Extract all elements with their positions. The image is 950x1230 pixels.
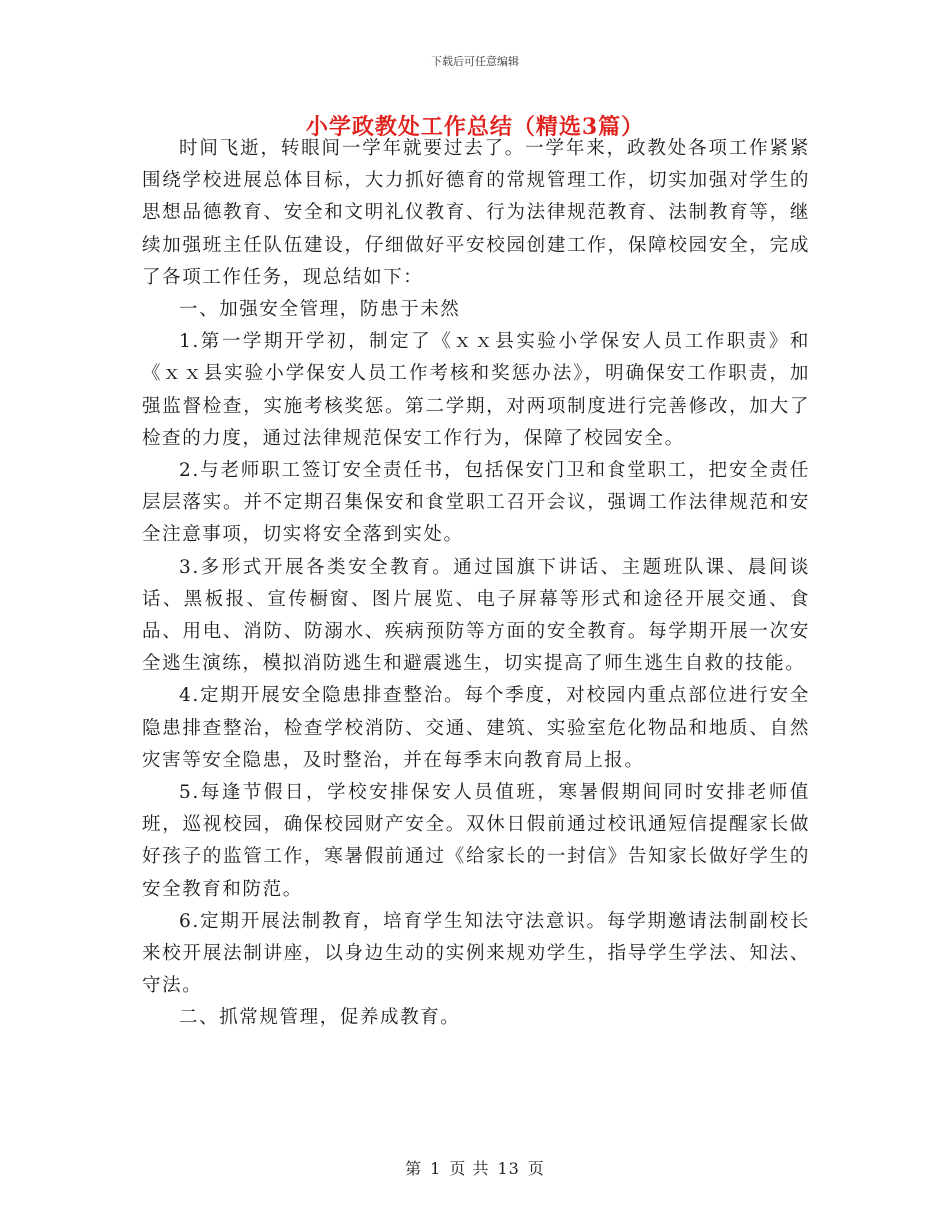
header-note: 下载后可任意编辑 bbox=[431, 55, 519, 68]
document-body bbox=[142, 133, 810, 1035]
footer-total-pages: 13 bbox=[497, 1159, 520, 1178]
section-heading-1: 一、加强安全管理，防患于未然 bbox=[179, 299, 461, 321]
footer-page-number: 1 bbox=[430, 1159, 442, 1178]
footer-prefix: 第 bbox=[405, 1159, 423, 1178]
footer-middle: 页 共 bbox=[449, 1159, 490, 1178]
paragraph-intro: 时间飞逝，转眼间一学年就要过去了。一学年来，政教处各项工作紧紧围绕学校进展总体目标，大力抓好德育的常规管理工作，切实加强对学生的思想品德教育、安全和文明礼仪教育、行为法律规范教育、法制教育等，继续加强班主任队伍建设，仔细做好平安校园创建工作，保障校园安全，完成了各项工作任务，现总结如下： bbox=[142, 138, 810, 288]
section-heading-2: 二、抓常规管理，促养成教育。 bbox=[179, 1007, 461, 1029]
paragraph-item-2: 2.与老师职工签订安全责任书，包括保安门卫和食堂职工，把安全责任层层落实。并不定期召集保安和食堂职工召开会议，强调工作法律规范和安全注意事项，切实将安全落到实处。 bbox=[142, 460, 810, 546]
document-title: 小学政教处工作总结（精选3篇） bbox=[305, 114, 645, 140]
paragraph-item-1: 1.第一学期开学初，制定了《ｘｘ县实验小学保安人员工作职责》和《ｘｘ县实验小学保安人员工作考核和奖惩办法》，明确保安工作职责，加强监督检查，实施考核奖惩。第二学期，对两项制度进行完善修改，加大了检查的力度，通过法律规范保安工作行为，保障了校园安全。 bbox=[142, 331, 810, 449]
paragraph-item-6: 6.定期开展法制教育，培育学生知法守法意识。每学期邀请法制副校长来校开展法制讲座，以身边生动的实例来规劝学生，指导学生学法、知法、守法。 bbox=[142, 910, 810, 997]
paragraph-item-5: 5.每逢节假日，学校安排保安人员值班，寒暑假期间同时安排老师值班，巡视校园，确保校园财产安全。双休日假前通过校讯通短信提醒家长做好孩子的监管工作，寒暑假前通过《给家长的一封信》告知家长做好学生的安全教育和防范。 bbox=[142, 782, 810, 900]
footer-suffix: 页 bbox=[527, 1159, 545, 1178]
paragraph-item-4: 4.定期开展安全隐患排查整治。每个季度，对校园内重点部位进行安全隐患排查整治，检查学校消防、交通、建筑、实验室危化物品和地质、自然灾害等安全隐患，及时整治，并在每季末向教育局上报。 bbox=[142, 685, 810, 771]
page-footer bbox=[0, 1156, 950, 1179]
paragraph-item-3: 3.多形式开展各类安全教育。通过国旗下讲话、主题班队课、晨间谈话、黑板报、宣传橱窗、图片展览、电子屏幕等形式和途径开展交通、食品、用电、消防、防溺水、疾病预防等方面的安全教育。每学期开展一次安全逃生演练，模拟消防逃生和避震逃生，切实提高了师生逃生自救的技能。 bbox=[142, 556, 810, 675]
